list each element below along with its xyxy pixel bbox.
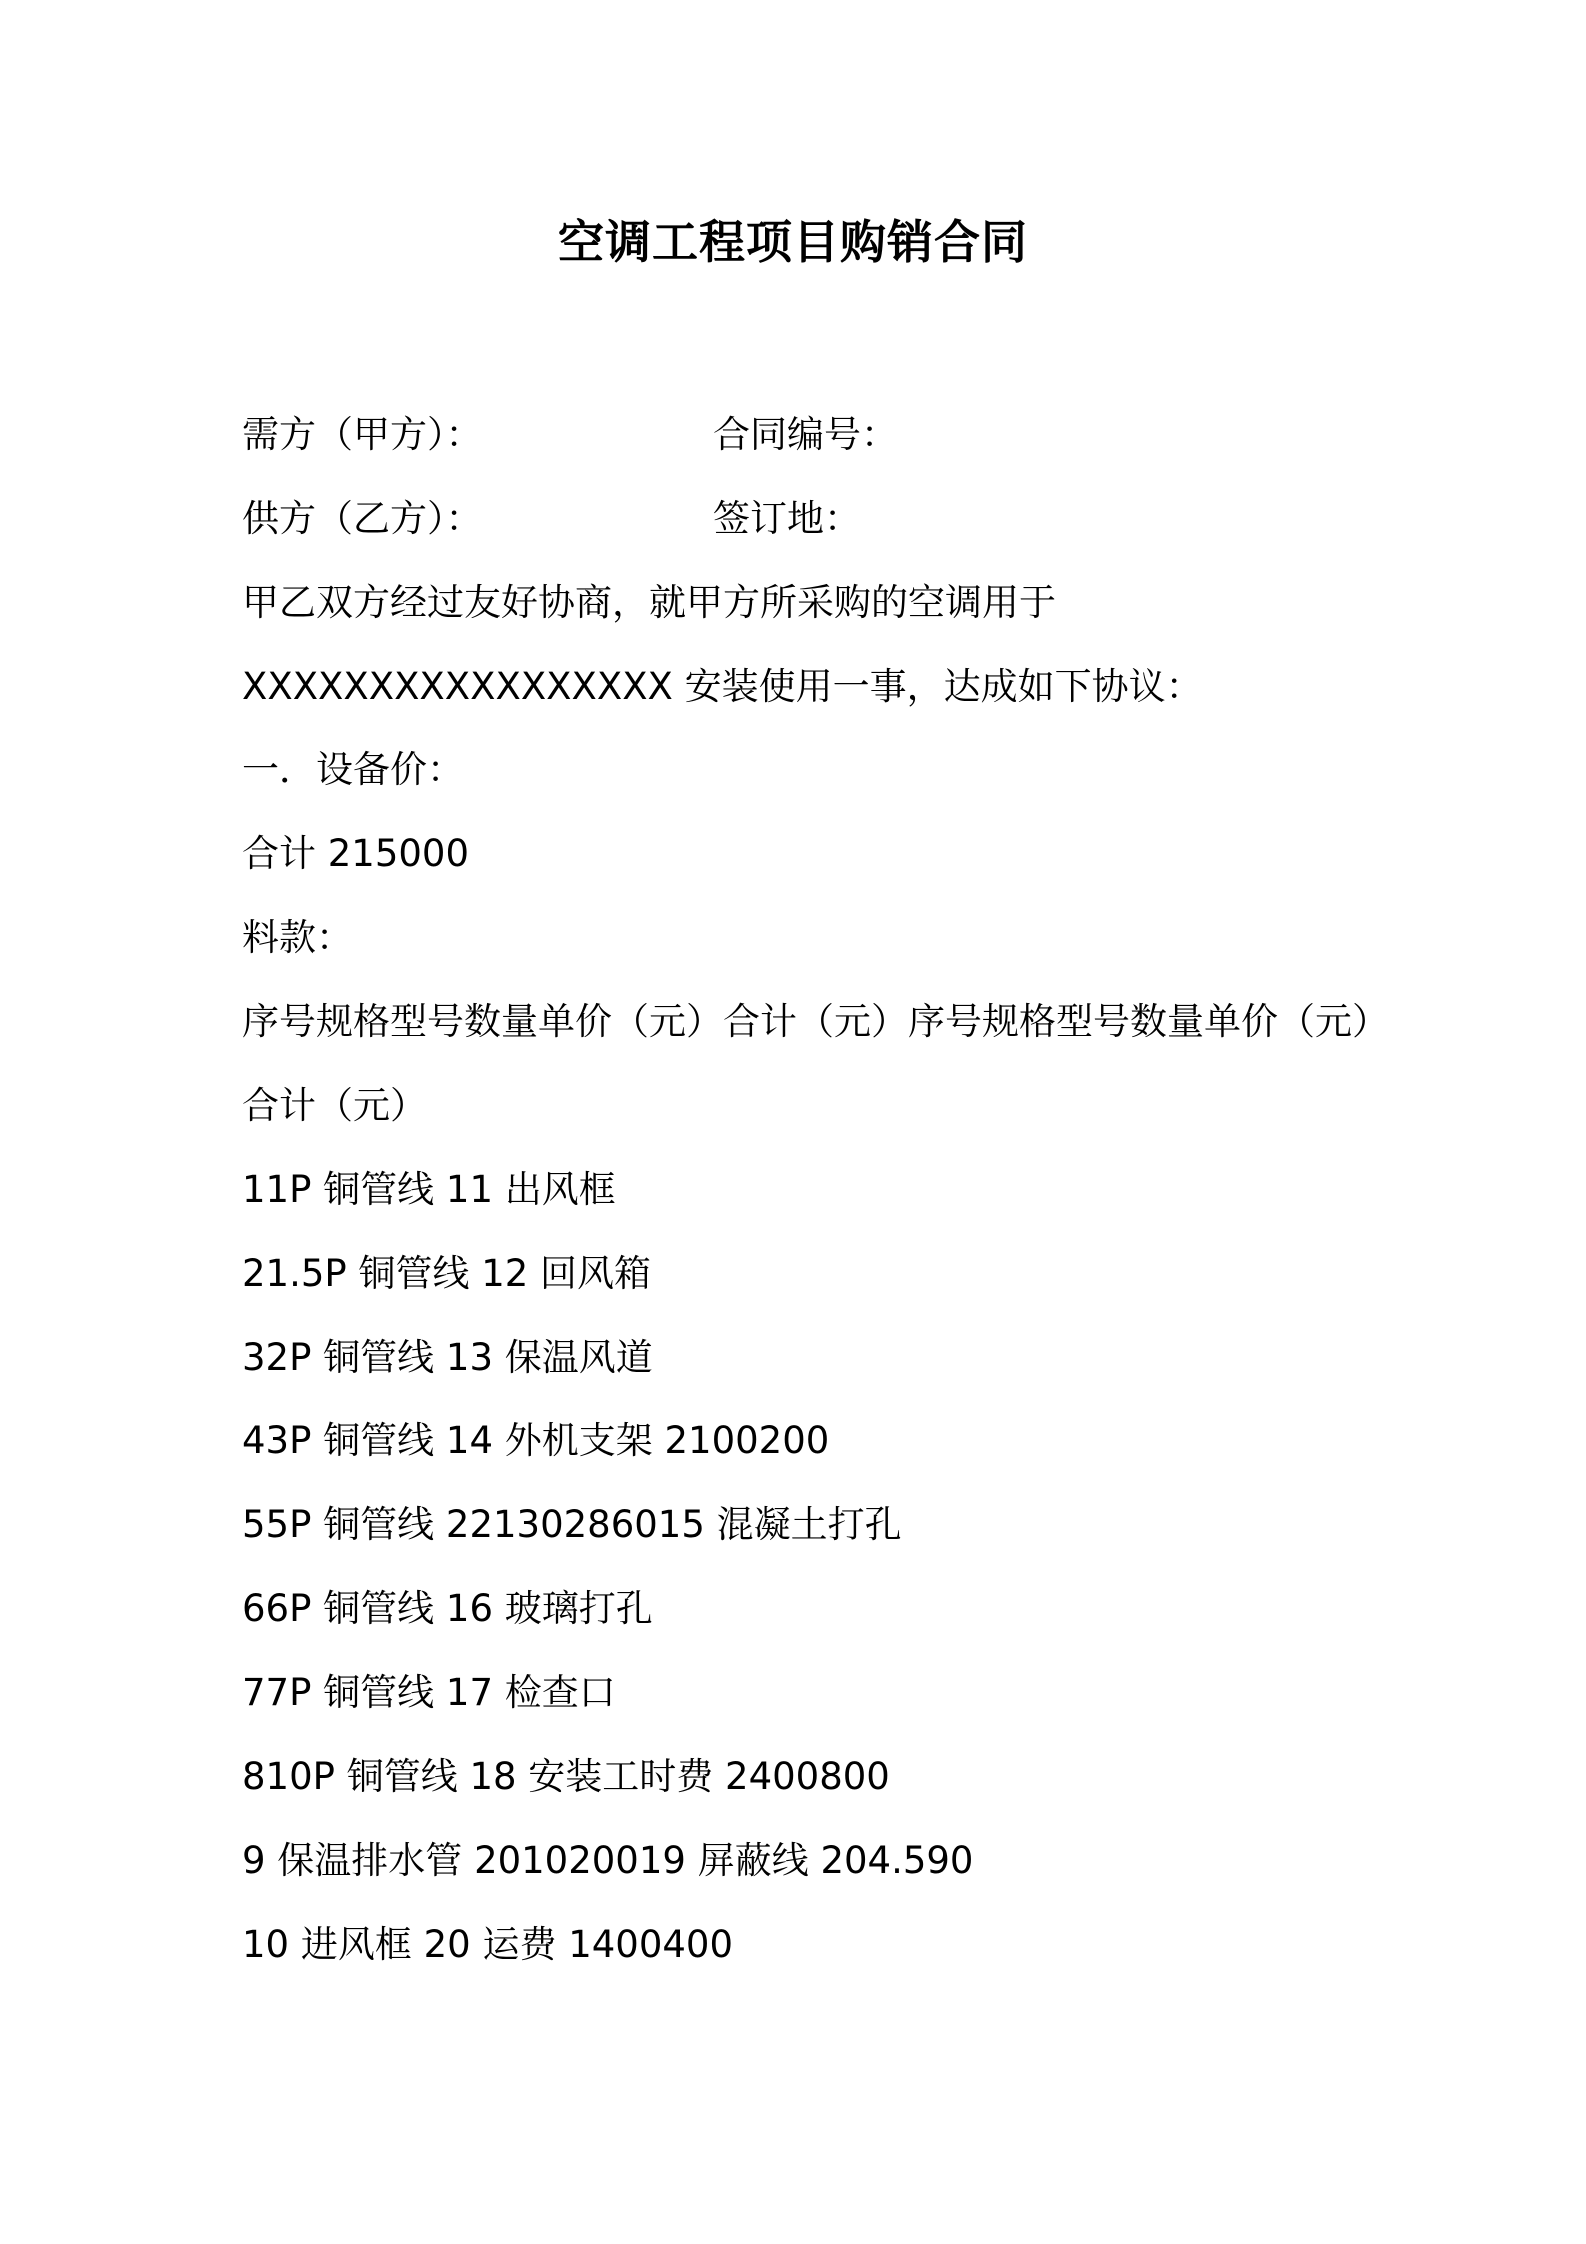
- signing-place-label: 签订地：: [713, 497, 861, 540]
- total-line: 合计 215000: [242, 832, 470, 875]
- supplier-label: 供方（乙方）：: [242, 497, 483, 540]
- table-row: 810P 铜管线 18 安装工时费 2400800: [242, 1755, 890, 1798]
- buyer-label: 需方（甲方）：: [242, 413, 483, 456]
- table-row: 11P 铜管线 11 出风框: [242, 1168, 616, 1211]
- table-header-line-2: 合计（元）: [242, 1084, 427, 1127]
- table-row: 43P 铜管线 14 外机支架 2100200: [242, 1419, 830, 1462]
- table-row: 77P 铜管线 17 检查口: [242, 1671, 616, 1714]
- section-1-heading: 一．设备价：: [242, 748, 464, 791]
- table-row: 32P 铜管线 13 保温风道: [242, 1336, 653, 1379]
- table-row: 10 进风框 20 运费 1400400: [242, 1923, 733, 1966]
- table-row: 21.5P 铜管线 12 回风箱: [242, 1252, 652, 1295]
- materials-label: 料款：: [242, 916, 353, 959]
- document-title: 空调工程项目购销合同: [558, 215, 1028, 269]
- intro-line-2: XXXXXXXXXXXXXXXXX 安装使用一事，达成如下协议：: [242, 665, 1203, 708]
- table-row: 9 保温排水管 201020019 屏蔽线 204.590: [242, 1839, 974, 1882]
- table-row: 66P 铜管线 16 玻璃打孔: [242, 1587, 653, 1630]
- intro-line-1: 甲乙双方经过友好协商，就甲方所采购的空调用于: [242, 581, 1056, 624]
- contract-number-label: 合同编号：: [713, 413, 898, 456]
- table-header-line-1: 序号规格型号数量单价（元）合计（元）序号规格型号数量单价（元）: [242, 1000, 1389, 1043]
- table-row: 55P 铜管线 22130286015 混凝土打孔: [242, 1503, 902, 1546]
